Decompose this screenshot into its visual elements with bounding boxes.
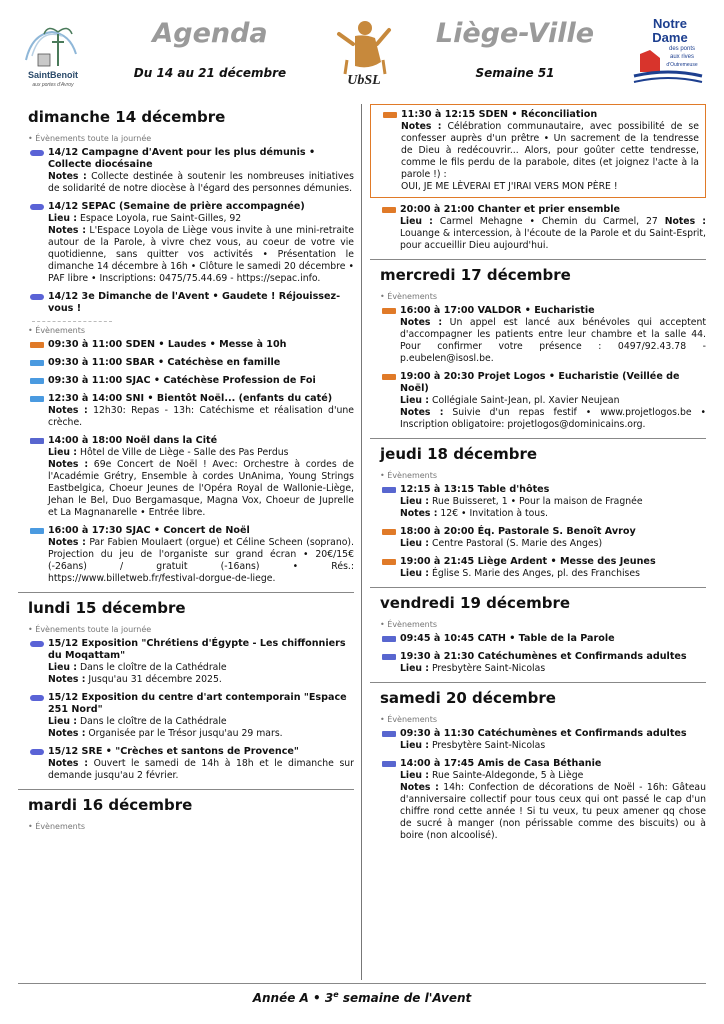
agenda-title: Agenda — [152, 18, 268, 49]
event-liege-ardent[interactable]: 19:00 à 21:45 Liège Ardent • Messe des Jeunes Lieu : Église S. Marie des Anges, pl. des Franchises — [370, 556, 706, 580]
event-marker — [30, 360, 44, 366]
event-marker — [382, 308, 396, 314]
allday-label: • Évènements toute la journée — [28, 625, 152, 634]
event-marker — [30, 438, 44, 444]
event-marker — [382, 636, 396, 642]
allday-label: • Évènements toute la journée — [28, 134, 152, 143]
event-marker — [30, 396, 44, 402]
event-casa-bethanie[interactable]: 14:00 à 17:45 Amis de Casa Béthanie Lieu : Rue Sainte-Aldegonde, 5 à Liège Notes : 14h: Confection de décorations de Noël - 16h: Gâteau d'anniversaire collectif pour tous ceux qui ont passé le cap d'un chiffre rond cette année ! Si tu veux, tu peux amener qq chose de sucré à manger (non périssable comme des biscuits) ou à boire (non alcoolisé). — [370, 758, 706, 842]
event-catechese-foi[interactable]: 09:30 à 11:00 SJAC • Catéchèse Profession de Foi — [18, 375, 354, 387]
svg-text:des ponts: des ponts — [668, 46, 696, 52]
event-marker — [30, 204, 44, 210]
day-title-19: vendredi 19 décembre — [380, 594, 571, 612]
page-header — [0, 0, 724, 100]
ubsl-logo — [325, 14, 403, 92]
day-title-18: jeudi 18 décembre — [380, 445, 538, 463]
day-title-17: mercredi 17 décembre — [380, 266, 571, 284]
event-noel-cite[interactable]: 14:00 à 18:00 Noël dans la Cité Lieu : Hôtel de Ville de Liège - Salle des Pas Perdus Notes : 69e Concert de Noël ! Avec: Orchestre à cordes de l'Académie Grétry, Ensemble à cordes UnAnima, Young Strings Eastbelgica, Choeur Jeunes de l'Opéra Royal de Wallonie-Liège, Jehan le Bel, Duo Bergamasque, Magna Vox, Choeur de Juprelle et La Magnanarelle • Entrée libre. — [18, 435, 354, 519]
event-marker — [30, 294, 44, 300]
svg-text:Notre: Notre — [653, 16, 687, 31]
event-catechese-famille[interactable]: 09:30 à 11:00 SBAR • Catéchèse en famille — [18, 357, 354, 369]
day-title-20: samedi 20 décembre — [380, 689, 556, 707]
event-laudes[interactable]: 09:30 à 11:00 SDEN • Laudes • Messe à 10h — [18, 339, 354, 351]
svg-text:Dame: Dame — [652, 30, 688, 45]
events-label: • Évènements — [380, 292, 438, 301]
event-catechumenes-20[interactable]: 09:30 à 11:30 Catéchumènes et Confirmands adultes Lieu : Presbytère Saint-Nicolas — [370, 728, 706, 752]
left-column — [18, 104, 354, 835]
event-marker — [382, 761, 396, 767]
day-separator — [370, 438, 706, 439]
day-separator — [370, 259, 706, 260]
event-marker — [30, 641, 44, 647]
event-catechumenes-19[interactable]: 19:30 à 21:30 Catéchumènes et Confirmands adultes Lieu : Presbytère Saint-Nicolas — [370, 651, 706, 675]
right-column — [370, 104, 706, 848]
event-sepac[interactable]: 14/12 SEPAC (Semaine de prière accompagnée) Lieu : Espace Loyola, rue Saint-Gilles, 92 Notes : L'Espace Loyola de Liège vous invite à une mini-retraite autour de la Parole, à vivre chez vous, au coeur de votre vie quotidienne, sans quitter vos activités • Présentation le dimanche 14 décembre à 16h • Clôture le samedi 20 décembre • PAF libre • Inscriptions: 0475/75.44.69 - https://sepac.info. — [18, 201, 354, 285]
event-marker — [382, 559, 396, 565]
event-projet-logos[interactable]: 19:00 à 20:30 Projet Logos • Eucharistie (Veillée de Noël) Lieu : Collégiale Saint-Jean, pl. Xavier Neujean Notes : Suivie d'un repas festif • www.projetlogos.be • Inscription obligatoire: projetlogos@dominicains.org. — [370, 371, 706, 431]
day-title-15: lundi 15 décembre — [28, 599, 186, 617]
event-equipe-pastorale[interactable]: 18:00 à 20:00 Éq. Pastorale S. Benoît Avroy Lieu : Centre Pastoral (S. Marie des Anges) — [370, 526, 706, 550]
svg-text:aux portes d'Avroy: aux portes d'Avroy — [32, 82, 74, 88]
event-expo-251-nord[interactable]: 15/12 Exposition du centre d'art contemporain "Espace 251 Nord" Lieu : Dans le cloître de la Cathédrale Notes : Organisée par le Trésor jusqu'au 29 mars. — [18, 692, 354, 740]
event-marker — [30, 150, 44, 156]
events-label: • Évènements — [28, 326, 86, 335]
day-separator — [370, 682, 706, 683]
column-divider — [361, 104, 362, 980]
event-marker — [30, 342, 44, 348]
date-range: Du 14 au 21 décembre — [133, 66, 287, 80]
event-creches-santons[interactable]: 15/12 SRE • "Crèches et santons de Provence" Notes : Ouvert le samedi de 14h à 18h et le dimanche sur demande jusqu'au 2 février. — [18, 746, 354, 782]
event-marker — [382, 374, 396, 380]
day-title-16: mardi 16 décembre — [28, 796, 193, 814]
footer-divider — [18, 983, 706, 984]
event-concert-noel[interactable]: 16:00 à 17:30 SJAC • Concert de Noël Notes : Par Fabien Moulaert (orgue) et Céline Scheen (soprano). Projection du jeu de l'organiste sur grand écran • 20€/15€ (-26ans) / gratuit (-16ans) • Rés.: https://www.billetweb.fr/festival-dorgue-de-liege. — [18, 525, 354, 585]
event-table-parole[interactable]: 09:45 à 10:45 CATH • Table de la Parole — [370, 633, 706, 645]
saint-benoit-logo — [18, 14, 88, 90]
notre-dame-logo — [630, 14, 706, 92]
dashed-separator — [32, 321, 112, 322]
week-number: Semaine 51 — [475, 66, 555, 80]
event-marker — [30, 378, 44, 384]
event-table-hotes[interactable]: 12:15 à 13:15 Table d'hôtes Lieu : Rue Buisseret, 1 • Pour la maison de Fragnée Notes : 12€ • Invitation à tous. — [370, 484, 706, 520]
event-reconciliation[interactable]: 11:30 à 12:15 SDEN • Réconciliation Notes : Célébration communautaire, avec possibilité de se confesser auprès d'un prêtre • Un sacrement de la tendresse de Dieu à redécouvrir... Alors, pour goûter cette tendresse, comme le fils perdu de la parabole, dites (et joignez l'acte à la parole !) : OUI, JE ME LÈVERAI ET J'IRAI VERS MON PÈRE ! — [371, 109, 699, 193]
day-separator — [18, 789, 354, 790]
event-gaudete[interactable]: 14/12 3e Dimanche de l'Avent • Gaudete ! Réjouissez-vous ! — [18, 291, 354, 315]
svg-text:d'Outremeuse: d'Outremeuse — [666, 62, 698, 68]
event-marker — [30, 695, 44, 701]
event-marker — [30, 528, 44, 534]
event-marker — [382, 207, 396, 213]
events-label: • Évènements — [380, 471, 438, 480]
location-title: Liège-Ville — [435, 18, 595, 49]
event-marker — [382, 731, 396, 737]
event-marker — [382, 654, 396, 660]
event-chanter-prier[interactable]: 20:00 à 21:00 Chanter et prier ensemble Lieu : Carmel Mehagne • Chemin du Carmel, 27 Notes : Louange & intercession, à l'écoute de la Parole et du Saint-Esprit, pour accueillir Dieu aujourd'hui. — [370, 204, 706, 252]
svg-text:SaintBenoît: SaintBenoît — [27, 70, 79, 80]
event-marker — [382, 487, 396, 493]
event-marker — [382, 529, 396, 535]
footer-liturgical-week: Année A • 3e semaine de l'Avent — [252, 990, 472, 1005]
event-marker — [383, 112, 397, 118]
event-campagne-avent[interactable]: 14/12 Campagne d'Avent pour les plus démunis • Collecte diocésaine Notes : Collecte destinée à soutenir les nombreuses initiatives de solidarité de notre diocèse à l'égard des personnes démunies. — [18, 147, 354, 195]
events-label: • Évènements — [380, 715, 438, 724]
svg-text:aux rives: aux rives — [669, 54, 695, 60]
highlighted-event-box — [370, 104, 706, 198]
day-title-14: dimanche 14 décembre — [28, 108, 226, 126]
svg-text:UbSL: UbSL — [347, 73, 381, 88]
day-separator — [370, 587, 706, 588]
event-valdor[interactable]: 16:00 à 17:00 VALDOR • Eucharistie Notes : Un appel est lancé aux bénévoles qui acceptent d'accompagner les patients entre leur chambre et la salle 44. Pour confirmer votre présence : 0497/92.43.78 - p.eubelen@isosl.be. — [370, 305, 706, 365]
event-bientot-noel[interactable]: 12:30 à 14:00 SNI • Bientôt Noël... (enfants du caté) Notes : 12h30: Repas - 13h: Catéchisme et réalisation d'une crèche. — [18, 393, 354, 429]
event-marker — [30, 749, 44, 755]
event-expo-egypte[interactable]: 15/12 Exposition "Chrétiens d'Égypte - Les chiffonniers du Moqattam" Lieu : Dans le cloître de la Cathédrale Notes : Jusqu'au 31 décembre 2025. — [18, 638, 354, 686]
day-separator — [18, 592, 354, 593]
events-label: • Évènements — [380, 620, 438, 629]
events-label: • Évènements — [28, 822, 86, 831]
